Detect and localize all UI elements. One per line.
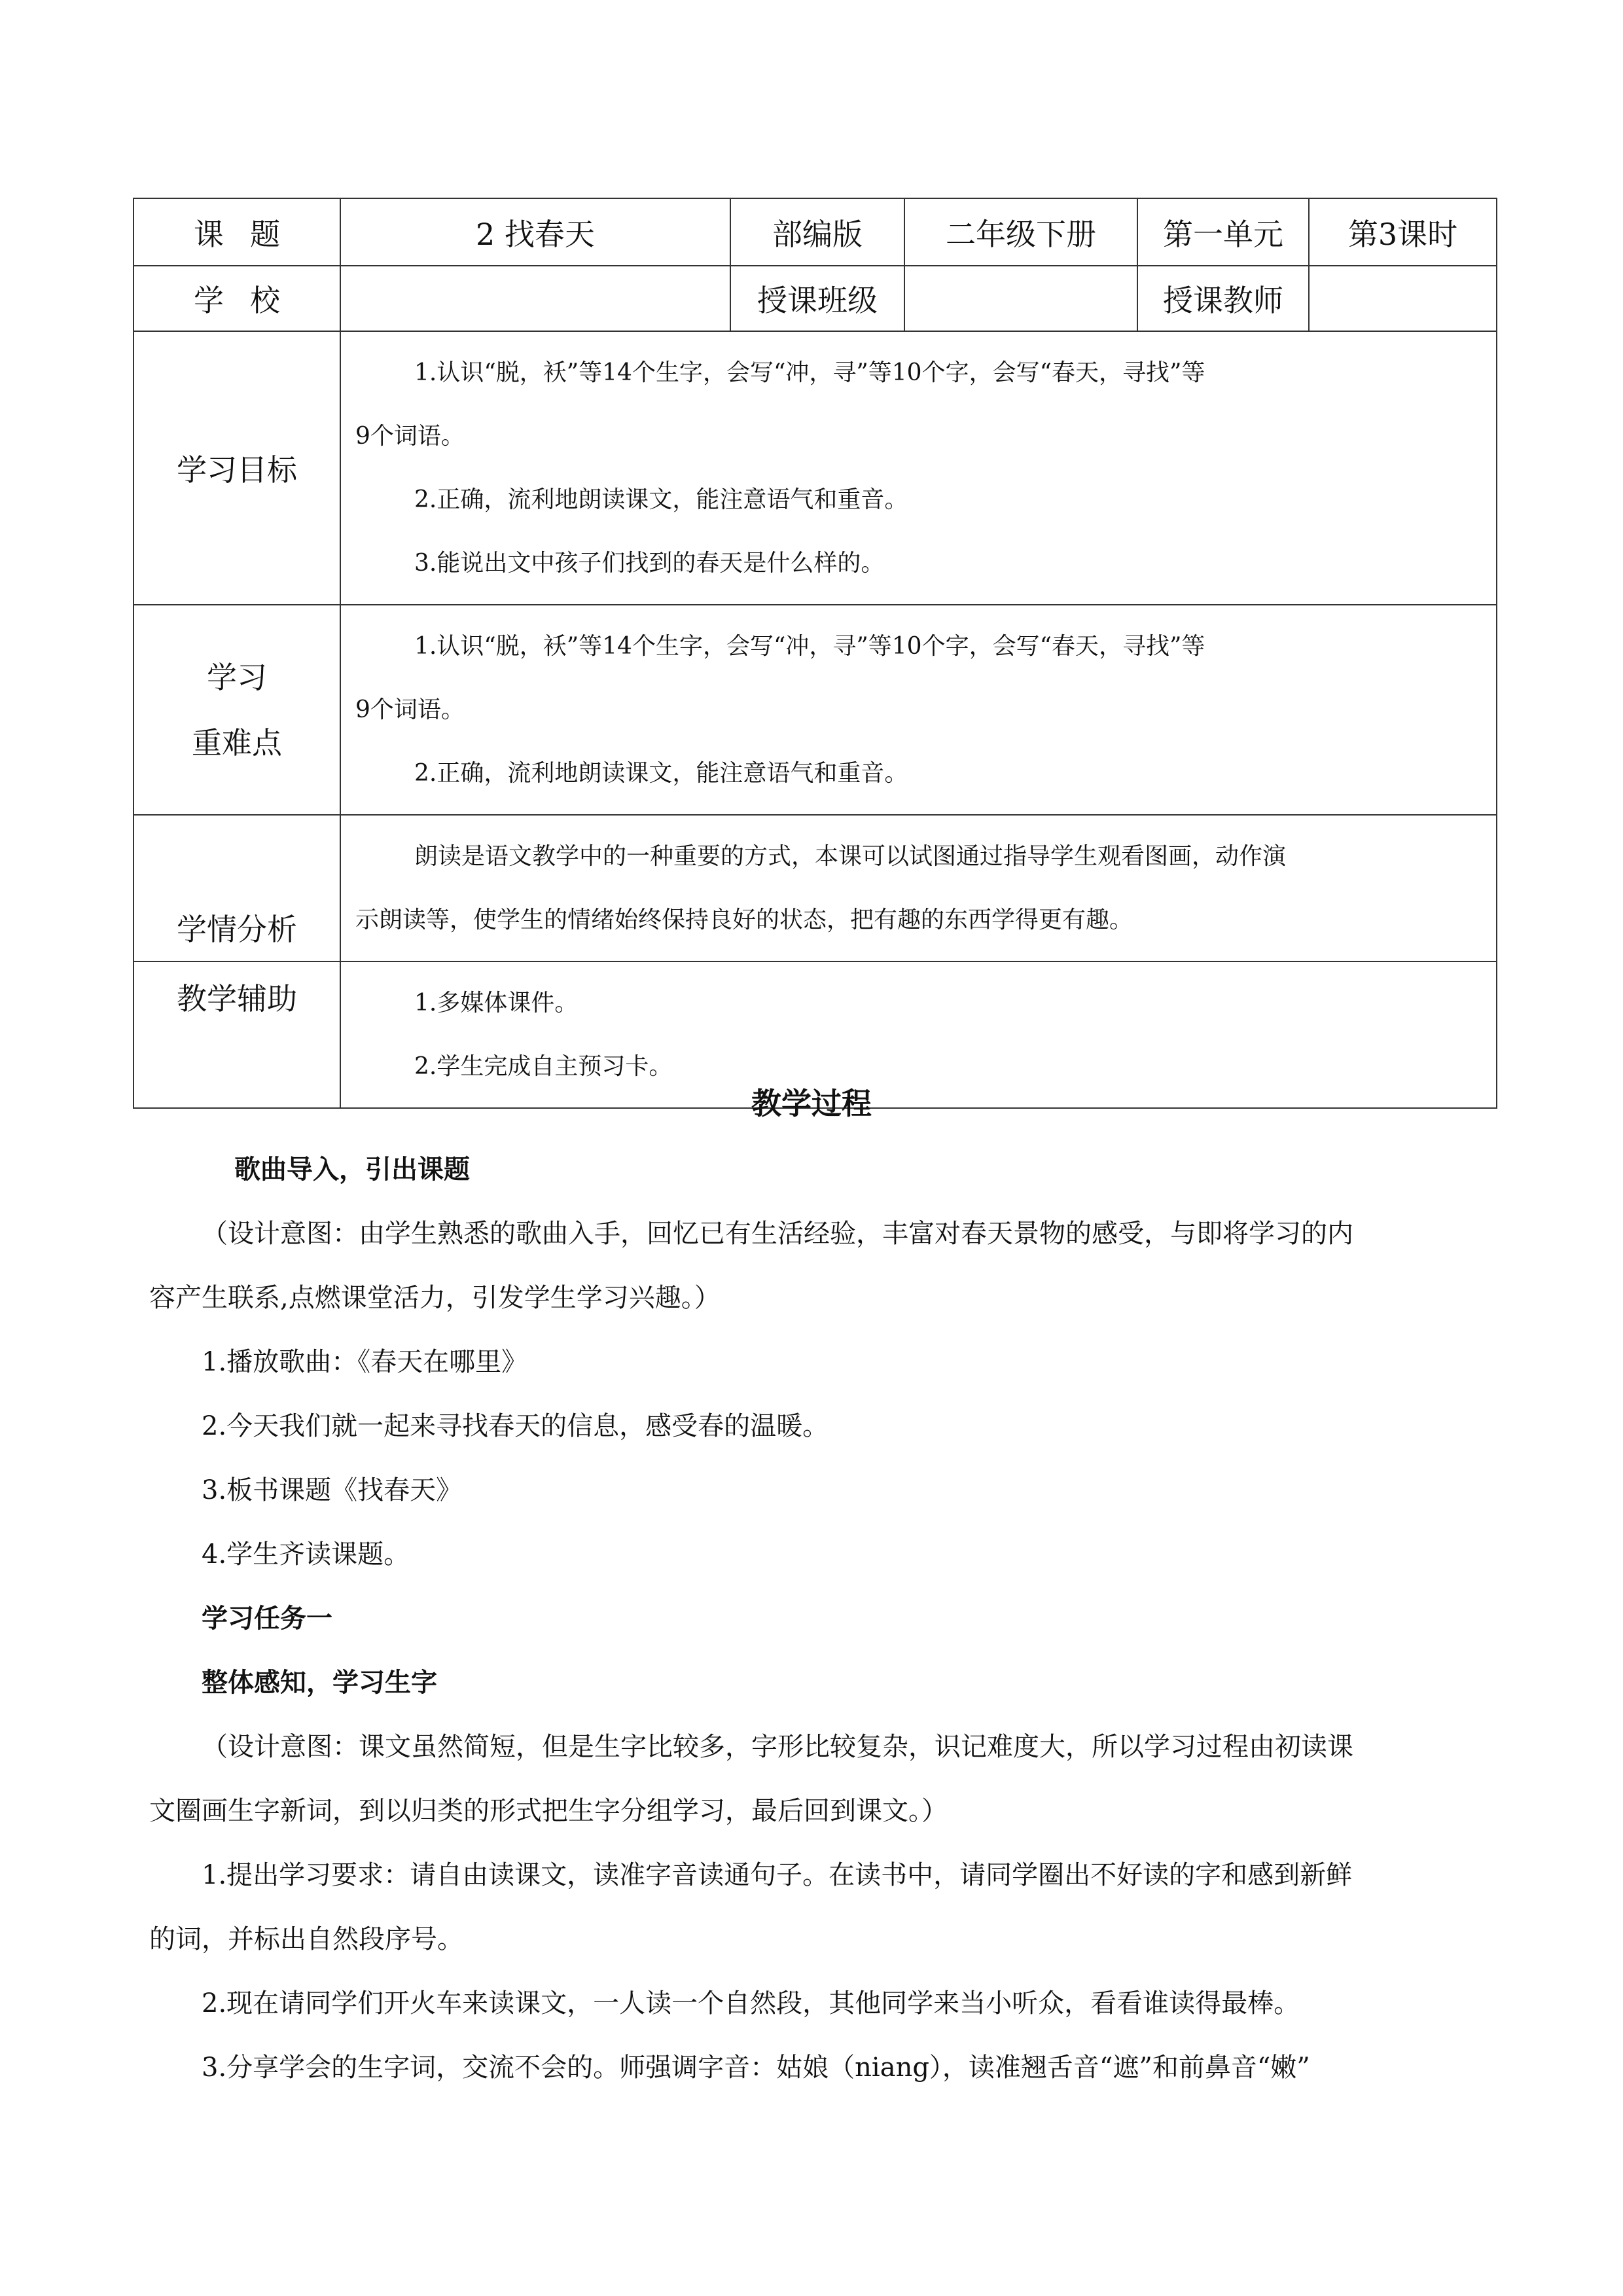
task-heading: 学习任务一 (202, 1603, 332, 1634)
lesson-info-table (133, 198, 1497, 1109)
objective-line: 3.能说出文中孩子们找到的春天是什么样的。 (414, 550, 885, 577)
process-line: 2.今天我们就一起来寻找春天的信息，感受春的温暖。 (202, 1411, 829, 1441)
period-cell: 第3课时 (1309, 198, 1497, 266)
process-heading: 歌曲导入，引出课题 (234, 1154, 470, 1185)
topic-row (134, 198, 1497, 266)
objectives-row (134, 331, 1497, 605)
objective-line: 2.正确，流利地朗读课文，能注意语气和重音。 (414, 486, 908, 513)
topic-label: 课题 (134, 198, 340, 266)
process-line: 1.提出学习要求：请自由读课文，读准字音读通句子。在读书中，请同学圈出不好读的字和感到新鲜 (202, 1860, 1353, 1890)
process-line: 3.板书课题《找春天》 (202, 1475, 463, 1505)
aids-label: 教学辅助 (134, 961, 340, 1108)
teacher-value (1309, 266, 1497, 331)
task-subheading: 整体感知，学习生字 (202, 1667, 437, 1698)
analysis-label: 学情分析 (134, 815, 340, 961)
class-value (904, 266, 1137, 331)
process-line: 2.现在请同学们开火车来读课文，一人读一个自然段，其他同学来当小听众，看看谁读得最棒。 (202, 1988, 1300, 2018)
key-point-line: 9个词语。 (355, 696, 465, 723)
school-label: 学校 (134, 266, 340, 331)
key-point-line: 2.正确，流利地朗读课文，能注意语气和重音。 (414, 760, 908, 787)
process-line: 4.学生齐读课题。 (202, 1539, 410, 1570)
objective-line: 9个词语。 (355, 423, 465, 450)
topic-value: 2 找春天 (340, 198, 730, 266)
process-title: 教学过程 (751, 1086, 872, 1121)
key-points-row (134, 605, 1497, 815)
key-point-line: 1.认识“脱，袄”等14个生字，会写“冲，寻”等10个字，会写“春天，寻找”等 (414, 633, 1205, 660)
analysis-line: 示朗读等，使学生的情绪始终保持良好的状态，把有趣的东西学得更有趣。 (355, 906, 1133, 933)
key-points-content (340, 605, 1497, 815)
process-line: 1.播放歌曲：《春天在哪里》 (202, 1347, 528, 1377)
class-label: 授课班级 (730, 266, 904, 331)
edition-cell: 部编版 (730, 198, 904, 266)
unit-cell: 第一单元 (1137, 198, 1309, 266)
key-points-label-line2: 重难点 (192, 725, 282, 761)
objective-line: 1.认识“脱，袄”等14个生字，会写“冲，寻”等10个字，会写“春天，寻找”等 (414, 359, 1205, 386)
process-line: 文圈画生字新词，到以归类的形式把生字分组学习，最后回到课文。） (149, 1796, 948, 1826)
process-line: （设计意图：课文虽然简短，但是生字比较多，字形比较复杂，识记难度大，所以学习过程由初读课 (202, 1732, 1353, 1762)
objectives-label: 学习目标 (134, 331, 340, 605)
school-value (340, 266, 730, 331)
aid-line: 1.多媒体课件。 (414, 990, 579, 1016)
key-points-label-line1: 学习 (207, 659, 267, 695)
teacher-label: 授课教师 (1137, 266, 1309, 331)
process-line: 容产生联系,点燃课堂活力，引发学生学习兴趣。） (149, 1283, 721, 1313)
aid-line: 2.学生完成自主预习卡。 (414, 1053, 673, 1080)
analysis-row (134, 815, 1497, 961)
analysis-line: 朗读是语文教学中的一种重要的方式，本课可以试图通过指导学生观看图画，动作演 (414, 843, 1287, 870)
process-line: 的词，并标出自然段序号。 (149, 1924, 463, 1954)
analysis-content (340, 815, 1497, 961)
grade-cell: 二年级下册 (904, 198, 1137, 266)
process-line: 3.分享学会的生字词，交流不会的。师强调字音：姑娘（niang），读准翘舌音“遮”和前鼻音“嫩” (202, 2053, 1310, 2083)
process-line: （设计意图：由学生熟悉的歌曲入手，回忆已有生活经验，丰富对春天景物的感受，与即将学习的内 (202, 1219, 1353, 1249)
school-row (134, 266, 1497, 331)
key-points-label (134, 605, 340, 815)
objectives-content (340, 331, 1497, 605)
